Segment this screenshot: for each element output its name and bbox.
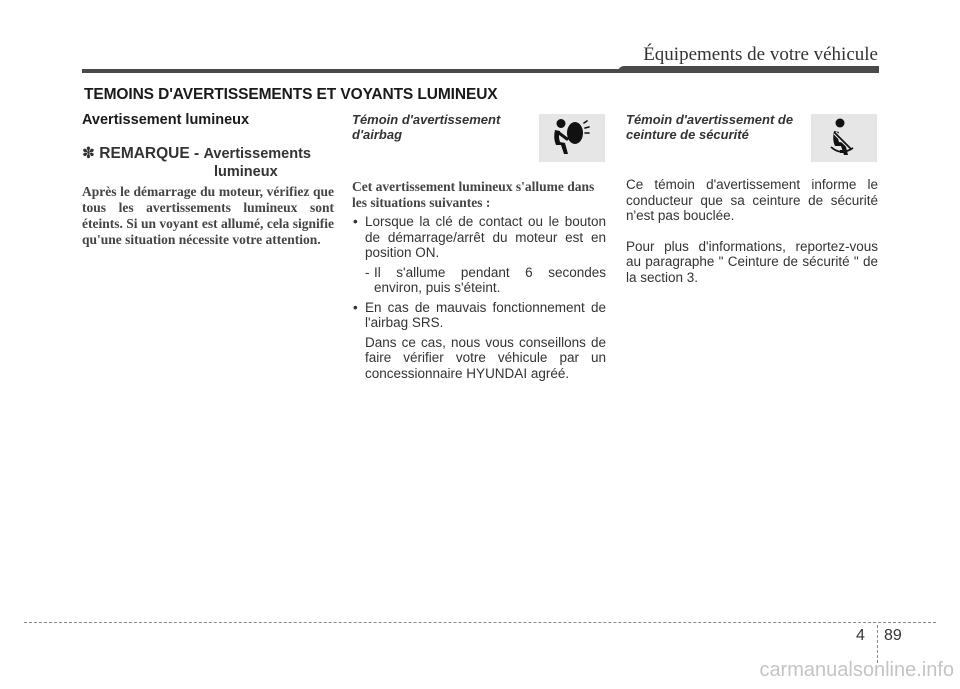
airbag-heading-line1: Témoin d'avertissement xyxy=(352,112,501,127)
watermark: carmanualsonline.info xyxy=(759,659,954,681)
page-number: 89 xyxy=(884,627,902,644)
airbag-sub-text: Il s'allume pendant 6 secondes environ, puis s'éteint. xyxy=(374,264,606,295)
seatbelt-heading-line2: ceinture de sécurité xyxy=(626,127,749,142)
footer-separator xyxy=(877,625,878,663)
seatbelt-paragraph-2: Pour plus d'informations, reportez-vous au paragraphe " Ceinture de sécurité " de la section 3. xyxy=(626,238,878,285)
footer-rule xyxy=(24,622,936,623)
chapter-title: Équipements de votre véhicule xyxy=(643,44,878,65)
remark-paragraph: Après le démarrage du moteur, vérifiez que tous les avertissements lumineux sont éteints. Si un voyant est allumé, cela signifie qu'une situation nécessite votre attention. xyxy=(82,184,334,247)
remark-heading xyxy=(82,145,334,181)
airbag-bullet-2: • En cas de mauvais fonctionnement de l'airbag SRS. xyxy=(352,300,606,331)
remark-title-line2: lumineux xyxy=(214,164,278,180)
seatbelt-paragraph-1: Ce témoin d'avertissement informe le conducteur que sa ceinture de sécurité n'est pas bouclée. xyxy=(626,177,878,223)
remark-title-line1: Avertissements xyxy=(203,146,311,162)
airbag-bullet-1: • Lorsque la clé de contact ou le bouton de démarrage/arrêt du moteur est en position ON. xyxy=(352,214,606,261)
chapter-number: 4 xyxy=(856,627,865,644)
airbag-heading-line2: d'airbag xyxy=(352,127,403,142)
column-1 xyxy=(82,112,334,248)
airbag-intro: Cet avertissement lumineux s'allume dans les situations suivantes : xyxy=(352,179,595,210)
airbag-heading xyxy=(352,112,512,142)
airbag-warning-icon xyxy=(539,114,605,162)
header-tab xyxy=(618,66,879,73)
seatbelt-warning-icon xyxy=(811,114,877,162)
section-title: TEMOINS D'AVERTISSEMENTS ET VOYANTS LUMINEUX xyxy=(84,86,498,103)
column-3 xyxy=(626,112,878,285)
col1-heading: Avertissement lumineux xyxy=(82,112,250,128)
column-2 xyxy=(352,112,606,381)
airbag-bullet-2-detail: Dans ce cas, nous vous conseillons de faire vérifier votre véhicule par un concessionnaire HYUNDAI agréé. xyxy=(365,334,606,381)
remark-label: ✽ REMARQUE - xyxy=(82,145,204,162)
dash-mark: - xyxy=(365,264,370,280)
seatbelt-heading-line1: Témoin d'avertissement de xyxy=(626,112,794,127)
airbag-sub-item xyxy=(352,265,606,296)
seatbelt-heading xyxy=(626,112,806,142)
